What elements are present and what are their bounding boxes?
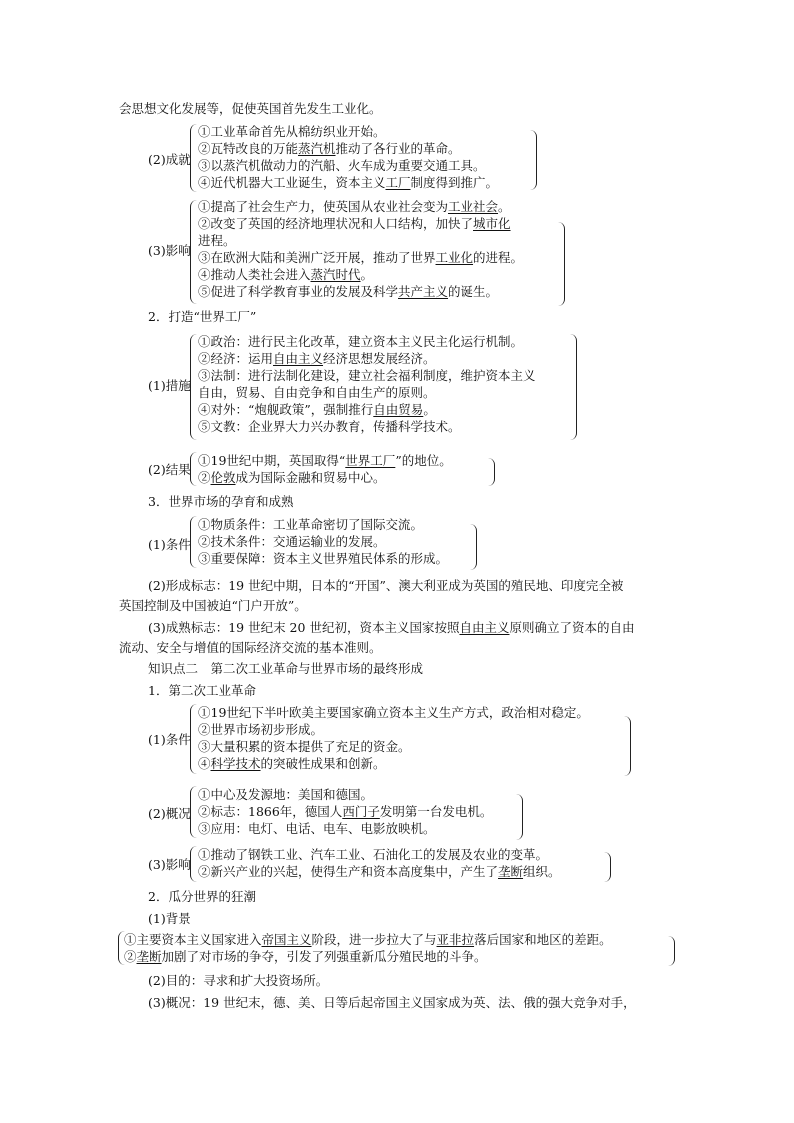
section-title: 3．世界市场的孕育和成熟 [148, 494, 294, 509]
list-item: ①提高了社会生产力，使英国从农业社会变为工业社会。 [198, 199, 511, 214]
list-item: ①19世纪下半叶欧美主要国家确立资本主义生产方式，政治相对稳定。 [198, 705, 589, 720]
brace-left [190, 704, 197, 774]
list-item: ③法制：进行法制化建设，建立社会福利制度，维护资本主义 [198, 368, 536, 383]
knowledge-point-title: 知识点二 第二次工业革命与世界市场的最终形成 [148, 661, 424, 676]
brace-left [190, 124, 197, 192]
list-item: ④对外：“炮舰政策”，强制推行自由贸易。 [198, 402, 436, 417]
brace-left [190, 786, 197, 838]
brace-left [190, 846, 197, 882]
list-item: ①19世纪中期，英国取得“世界工厂”的地位。 [198, 453, 452, 468]
overview-label: (2)概况 [148, 806, 191, 821]
list-item: ①主要资本主义国家进入帝国主义阶段，进一步拉大了与亚非拉落后国家和地区的差距。 [124, 932, 612, 947]
paragraph-line: 英国控制及中国被迫“门户开放”。 [119, 598, 307, 613]
list-item: ②改变了英国的经济地理状况和人口结构，加快了城市化 [198, 216, 511, 231]
list-item: ⑤文教：企业界大力兴办教育，传播科学技术。 [198, 419, 461, 434]
paragraph-line: (3)成熟标志：19 世纪末 20 世纪初，资本主义国家按照自由主义原则确立了资本的自由 [148, 620, 635, 635]
brace-right [488, 458, 495, 486]
list-item: ④科学技术的突破性成果和创新。 [198, 756, 386, 771]
brace-right [516, 794, 523, 840]
conditions-label: (1)条件 [148, 732, 191, 747]
list-item: ②标志：1866年，德国人西门子发明第一台发电机。 [198, 804, 493, 819]
list-item: 进程。 [198, 233, 236, 248]
list-item: ②新兴产业的兴起，使得生产和资本高度集中，产生了垄断组织。 [198, 864, 561, 879]
influence-label: (3)影响 [148, 857, 191, 872]
list-item: ②技术条件：交通运输业的发展。 [198, 534, 386, 549]
list-item: ⑤促进了科学教育事业的发展及科学共产主义的诞生。 [198, 284, 499, 299]
section-title: 2．打造“世界工厂” [148, 309, 257, 324]
paragraph-line: (2)目的：寻求和扩大投资场所。 [148, 973, 329, 988]
list-item: ②经济：运用自由主义经济思想发展经济。 [198, 351, 436, 366]
list-item: ①中心及发源地：美国和德国。 [198, 787, 374, 802]
brace-right [470, 524, 477, 570]
section-title: 1．第二次工业革命 [148, 683, 256, 698]
brace-right [530, 130, 537, 190]
intro-line: 会思想文化发展等，促使英国首先发生工业化。 [119, 101, 382, 116]
brace-right [570, 334, 577, 440]
section-title: 2．瓜分世界的狂潮 [148, 889, 256, 904]
list-item: ②世界市场初步形成。 [198, 722, 324, 737]
list-item: ②瓦特改良的万能蒸汽机推动了各行业的革命。 [198, 141, 461, 156]
brace-right [668, 936, 675, 966]
list-item: ③以蒸汽机做动力的汽船、火车成为重要交通工具。 [198, 158, 486, 173]
influence-label: (3)影响 [148, 243, 191, 258]
list-item: ③重要保障：资本主义世界殖民体系的形成。 [198, 551, 449, 566]
brace-left [190, 452, 197, 486]
brace-right [624, 716, 631, 776]
brace-left [190, 516, 197, 568]
list-item: ③大量积累的资本提供了充足的资金。 [198, 739, 411, 754]
brace-right [604, 852, 611, 882]
achievements-label: (2)成就 [148, 152, 191, 167]
list-item: ②垄断加剧了对市场的争夺，引发了列强重新瓜分殖民地的斗争。 [124, 949, 487, 964]
brace-left [190, 200, 197, 304]
brace-right [558, 222, 565, 306]
paragraph-line: (2)形成标志：19 世纪中期，日本的“开国”、澳大利亚成为英国的殖民地、印度完全被 [148, 578, 624, 593]
brace-left [190, 334, 197, 440]
paragraph-line: (3)概况：19 世纪末，德、美、日等后起帝国主义国家成为英、法、俄的强大竞争对手， [148, 995, 636, 1010]
list-item: ①政治：进行民主化改革，建立资本主义民主化运行机制。 [198, 334, 524, 349]
list-item: ④推动人类社会进入蒸汽时代。 [198, 267, 374, 282]
measures-label: (1)措施 [148, 378, 191, 393]
paragraph-line: 流动、安全与增值的国际经济交流的基本准则。 [119, 640, 382, 655]
list-item: ③在欧洲大陆和美洲广泛开展，推动了世界工业化的进程。 [198, 250, 524, 265]
list-item: ①工业革命首先从棉纺织业开始。 [198, 124, 386, 139]
list-item: ④近代机器大工业诞生，资本主义工厂制度得到推广。 [198, 175, 499, 190]
list-item: 自由，贸易、自由竞争和自由生产的原则。 [198, 385, 436, 400]
list-item: ①物质条件：工业革命密切了国际交流。 [198, 517, 424, 532]
conditions-label: (1)条件 [148, 537, 191, 552]
list-item: ①推动了钢铁工业、汽车工业、石油化工的发展及农业的变革。 [198, 847, 549, 862]
list-item: ②伦敦成为国际金融和贸易中心。 [198, 470, 386, 485]
result-label: (2)结果 [148, 462, 191, 477]
list-item: ③应用：电灯、电话、电车、电影放映机。 [198, 821, 436, 836]
subsection-label: (1)背景 [148, 911, 191, 926]
